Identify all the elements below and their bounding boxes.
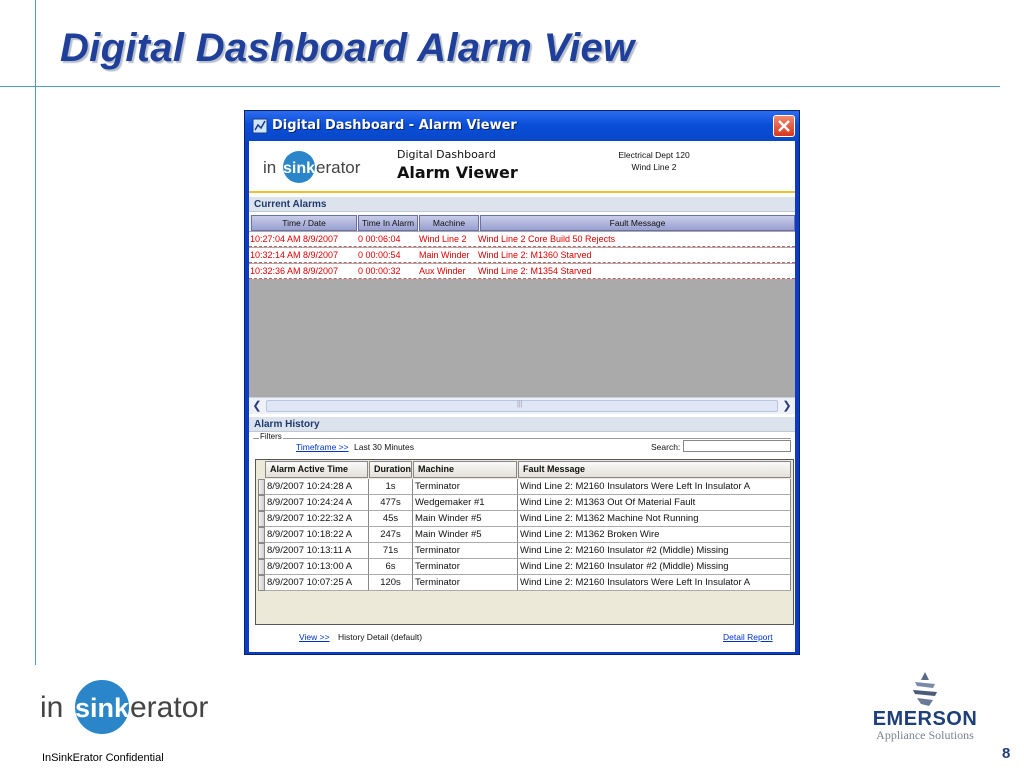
cell-fault: Wind Line 2: M1362 Broken Wire bbox=[518, 527, 791, 543]
horizontal-scrollbar[interactable] bbox=[249, 397, 795, 414]
alarm-duration: 0 00:06:04 bbox=[358, 234, 401, 244]
insinkerator-logo bbox=[40, 675, 215, 735]
cell-fault: Wind Line 2: M2160 Insulators Were Left In Insulator A bbox=[518, 479, 791, 495]
row-selector[interactable] bbox=[258, 559, 265, 575]
svg-text:in: in bbox=[263, 158, 277, 177]
search-label: Search: bbox=[651, 442, 681, 452]
department-line: Electrical Dept 120 bbox=[618, 150, 690, 160]
search-input[interactable] bbox=[683, 440, 791, 452]
cell-duration: 45s bbox=[369, 511, 413, 527]
cell-duration: 71s bbox=[369, 543, 413, 559]
history-column-headers bbox=[256, 460, 793, 478]
department-info bbox=[579, 149, 729, 173]
cell-fault: Wind Line 2: M2160 Insulator #2 (Middle) Missing bbox=[518, 559, 791, 575]
cell-duration: 1s bbox=[369, 479, 413, 495]
svg-text:erator: erator bbox=[130, 691, 209, 724]
cell-machine: Main Winder #5 bbox=[413, 511, 518, 527]
current-alarms-header: Current Alarms bbox=[249, 197, 795, 212]
cell-machine: Terminator bbox=[413, 575, 518, 591]
view-link[interactable]: View >> bbox=[299, 632, 330, 642]
svg-text:sink: sink bbox=[74, 693, 130, 723]
col-alarm-active-time[interactable]: Alarm Active Time bbox=[265, 461, 368, 478]
col-time-in-alarm[interactable]: Time In Alarm bbox=[358, 215, 418, 231]
table-row[interactable] bbox=[256, 559, 793, 575]
close-button[interactable] bbox=[773, 115, 795, 137]
alarm-time-date: 10:27:04 AM 8/9/2007 bbox=[250, 234, 339, 244]
col-fault-message[interactable]: Fault Message bbox=[518, 461, 791, 478]
cell-active-time: 8/9/2007 10:22:32 A bbox=[265, 511, 369, 527]
alarm-time-date: 10:32:14 AM 8/9/2007 bbox=[250, 250, 339, 260]
line-name: Wind Line 2 bbox=[631, 162, 677, 172]
alarm-fault: Wind Line 2 Core Build 50 Rejects bbox=[478, 234, 616, 244]
alarm-viewer-window bbox=[244, 110, 800, 655]
emerson-subtitle: Appliance Solutions bbox=[876, 728, 974, 742]
table-row[interactable] bbox=[256, 543, 793, 559]
app-header bbox=[249, 141, 795, 193]
slide-title: Digital Dashboard Alarm View bbox=[60, 26, 635, 70]
header-title: Alarm Viewer bbox=[397, 163, 518, 182]
row-selector[interactable] bbox=[258, 575, 265, 591]
alarm-history-grid[interactable] bbox=[255, 459, 794, 625]
table-row[interactable] bbox=[256, 495, 793, 511]
cell-active-time: 8/9/2007 10:13:00 A bbox=[265, 559, 369, 575]
scroll-right-icon[interactable]: ❯ bbox=[782, 400, 792, 412]
cell-fault: Wind Line 2: M2160 Insulators Were Left In Insulator A bbox=[518, 575, 791, 591]
timeframe-link[interactable]: Timeframe >> bbox=[296, 442, 349, 452]
table-row[interactable] bbox=[256, 511, 793, 527]
cell-active-time: 8/9/2007 10:24:24 A bbox=[265, 495, 369, 511]
app-icon bbox=[252, 118, 268, 134]
filters-label: Filters bbox=[260, 432, 282, 441]
window-titlebar[interactable] bbox=[245, 111, 799, 141]
cell-duration: 6s bbox=[369, 559, 413, 575]
detail-report-link[interactable]: Detail Report bbox=[723, 632, 773, 642]
scrollbar-grip-icon: ||| bbox=[517, 401, 523, 408]
col-machine[interactable]: Machine bbox=[419, 215, 479, 231]
cell-active-time: 8/9/2007 10:24:28 A bbox=[265, 479, 369, 495]
cell-machine: Wedgemaker #1 bbox=[413, 495, 518, 511]
window-client-area bbox=[249, 141, 795, 652]
alarm-duration: 0 00:00:32 bbox=[358, 266, 401, 276]
cell-machine: Terminator bbox=[413, 559, 518, 575]
current-alarms-grid[interactable] bbox=[249, 215, 795, 397]
cell-active-time: 8/9/2007 10:07:25 A bbox=[265, 575, 369, 591]
col-time-date[interactable]: Time / Date bbox=[251, 215, 357, 231]
timeframe-value: Last 30 Minutes bbox=[354, 442, 415, 452]
cell-machine: Terminator bbox=[413, 479, 518, 495]
emerson-logo bbox=[858, 670, 998, 745]
cell-fault: Wind Line 2: M2160 Insulator #2 (Middle) Missing bbox=[518, 543, 791, 559]
alarm-history-header: Alarm History bbox=[249, 417, 795, 432]
cell-fault: Wind Line 2: M1362 Machine Not Running bbox=[518, 511, 791, 527]
alarm-fault: Wind Line 2: M1354 Starved bbox=[478, 266, 592, 276]
page-number: 8 bbox=[1002, 745, 1011, 762]
row-selector[interactable] bbox=[258, 511, 265, 527]
emerson-emblem-icon bbox=[905, 672, 945, 708]
alarm-time-date: 10:32:36 AM 8/9/2007 bbox=[250, 266, 339, 276]
row-selector[interactable] bbox=[258, 527, 265, 543]
alarm-machine: Wind Line 2 bbox=[419, 234, 467, 244]
current-alarms-column-headers bbox=[249, 215, 795, 231]
table-row[interactable] bbox=[256, 527, 793, 543]
row-selector[interactable] bbox=[258, 479, 265, 495]
row-selector[interactable] bbox=[258, 543, 265, 559]
current-alarm-row[interactable] bbox=[249, 248, 795, 263]
alarm-duration: 0 00:00:54 bbox=[358, 250, 401, 260]
confidential-note: InSinkErator Confidential bbox=[42, 752, 164, 764]
table-row[interactable] bbox=[256, 575, 793, 591]
row-selector[interactable] bbox=[258, 495, 265, 511]
insinkerator-logo-small bbox=[263, 148, 383, 191]
emerson-name: EMERSON bbox=[872, 708, 978, 730]
alarm-machine: Main Winder bbox=[419, 250, 470, 260]
header-subtitle: Digital Dashboard bbox=[397, 148, 496, 161]
cell-duration: 120s bbox=[369, 575, 413, 591]
alarm-fault: Wind Line 2: M1360 Starved bbox=[478, 250, 592, 260]
cell-fault: Wind Line 2: M1363 Out Of Material Fault bbox=[518, 495, 791, 511]
alarm-machine: Aux Winder bbox=[419, 266, 466, 276]
cell-duration: 247s bbox=[369, 527, 413, 543]
header-divider bbox=[0, 86, 1000, 87]
cell-duration: 477s bbox=[369, 495, 413, 511]
table-row[interactable] bbox=[256, 479, 793, 495]
col-machine[interactable]: Machine bbox=[413, 461, 517, 478]
window-title: Digital Dashboard - Alarm Viewer bbox=[272, 118, 517, 133]
current-alarm-row[interactable] bbox=[249, 232, 795, 247]
cell-active-time: 8/9/2007 10:18:22 A bbox=[265, 527, 369, 543]
svg-text:sink: sink bbox=[282, 160, 316, 177]
left-divider bbox=[35, 0, 36, 665]
view-value: History Detail (default) bbox=[338, 632, 423, 642]
scroll-left-icon[interactable]: ❮ bbox=[252, 400, 262, 412]
cell-machine: Main Winder #5 bbox=[413, 527, 518, 543]
svg-text:in: in bbox=[40, 691, 64, 724]
current-alarm-row[interactable] bbox=[249, 264, 795, 279]
col-fault-message[interactable]: Fault Message bbox=[480, 215, 795, 231]
col-duration[interactable]: Duration bbox=[369, 461, 412, 478]
close-icon bbox=[777, 119, 791, 133]
bottom-links bbox=[249, 632, 795, 648]
cell-machine: Terminator bbox=[413, 543, 518, 559]
svg-text:erator: erator bbox=[316, 158, 361, 177]
cell-active-time: 8/9/2007 10:13:11 A bbox=[265, 543, 369, 559]
